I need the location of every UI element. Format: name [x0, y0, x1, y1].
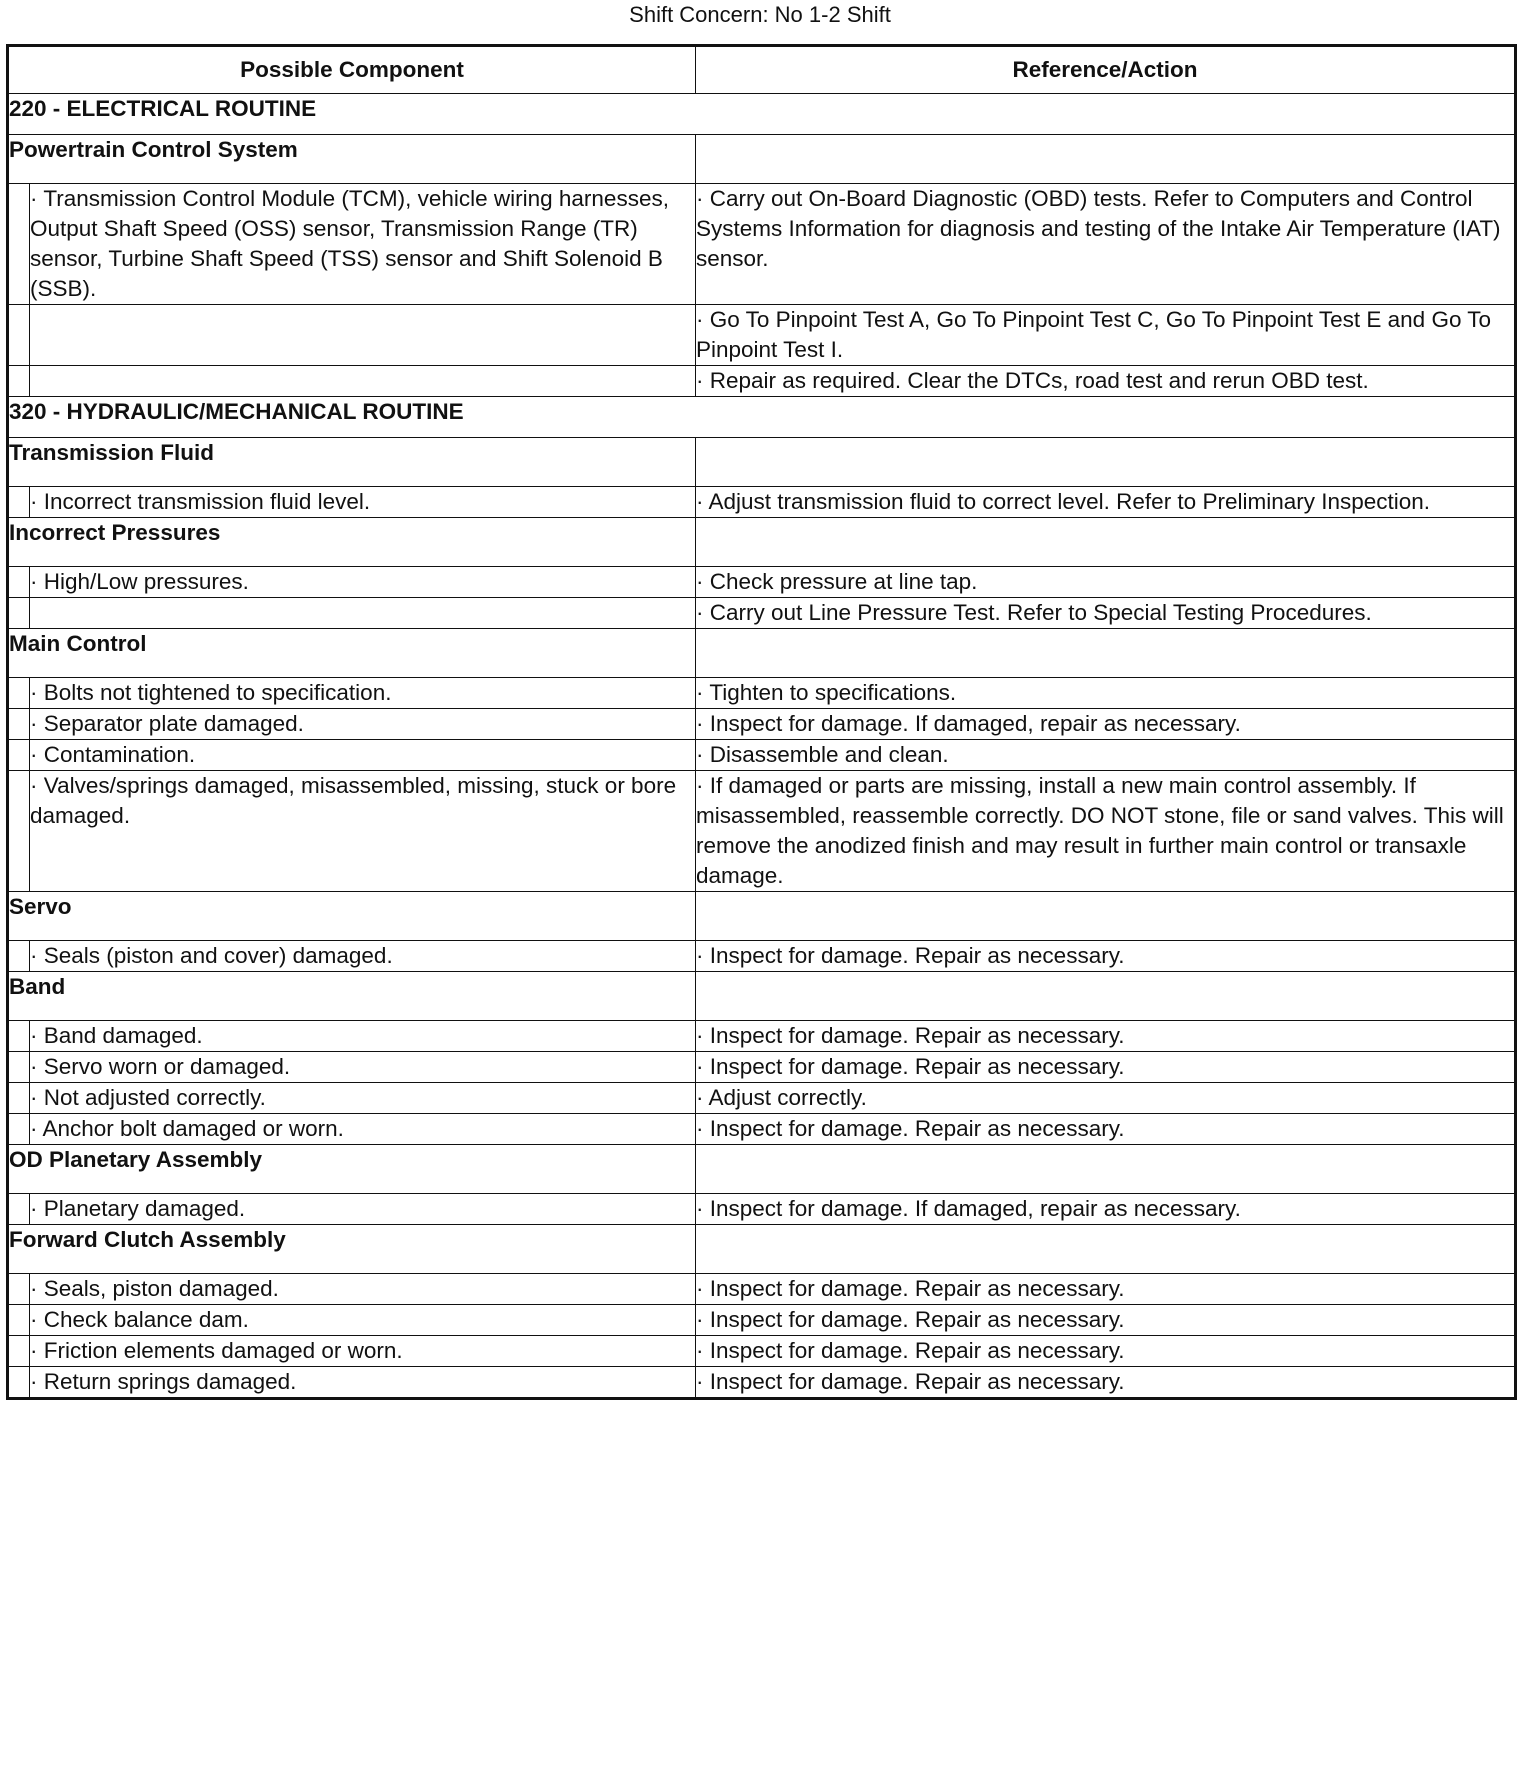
table-row [8, 740, 1516, 771]
possible-component-cell: · Seals (piston and cover) damaged. [30, 941, 696, 972]
diagnosis-table [6, 44, 1517, 1400]
table-row [8, 709, 1516, 740]
table-row [8, 567, 1516, 598]
indent-cell [8, 1336, 30, 1367]
reference-action-cell: · Adjust correctly. [696, 1083, 1516, 1114]
possible-component-cell: · Return springs damaged. [30, 1367, 696, 1399]
reference-action-cell: · Inspect for damage. Repair as necessary. [696, 1274, 1516, 1305]
possible-component-cell: · Incorrect transmission fluid level. [30, 487, 696, 518]
indent-cell [8, 1367, 30, 1399]
reference-action-cell: · Inspect for damage. If damaged, repair as necessary. [696, 709, 1516, 740]
section-row [8, 94, 1516, 135]
header-reference-action: Reference/Action [696, 46, 1516, 94]
page-title: Shift Concern: No 1-2 Shift [629, 2, 891, 27]
reference-action-cell: · Inspect for damage. If damaged, repair as necessary. [696, 1194, 1516, 1225]
table-row [8, 1083, 1516, 1114]
reference-action-cell: · Inspect for damage. Repair as necessary. [696, 1305, 1516, 1336]
possible-component-cell: · Not adjusted correctly. [30, 1083, 696, 1114]
indent-cell [8, 1114, 30, 1145]
group-action-cell [696, 1145, 1516, 1194]
section-heading: 220 - ELECTRICAL ROUTINE [8, 94, 1516, 135]
possible-component-cell: · Anchor bolt damaged or worn. [30, 1114, 696, 1145]
possible-component-cell: · Bolts not tightened to specification. [30, 678, 696, 709]
reference-action-cell: · Inspect for damage. Repair as necessary. [696, 941, 1516, 972]
reference-action-cell: · Disassemble and clean. [696, 740, 1516, 771]
table-body [8, 94, 1516, 1399]
indent-cell [8, 1194, 30, 1225]
table-row [8, 366, 1516, 397]
reference-action-cell: · Carry out On-Board Diagnostic (OBD) tests. Refer to Computers and Control Systems Information for diagnosis and testing of the Intake Air Temperature (IAT) sensor. [696, 184, 1516, 305]
section-heading: 320 - HYDRAULIC/MECHANICAL ROUTINE [8, 397, 1516, 438]
possible-component-cell [30, 366, 696, 397]
possible-component-cell: · Friction elements damaged or worn. [30, 1336, 696, 1367]
table-row [8, 184, 1516, 305]
indent-cell [8, 366, 30, 397]
possible-component-cell: · Servo worn or damaged. [30, 1052, 696, 1083]
table-row [8, 1367, 1516, 1399]
table-row [8, 771, 1516, 892]
group-row [8, 518, 1516, 567]
reference-action-cell: · Inspect for damage. Repair as necessary. [696, 1367, 1516, 1399]
possible-component-cell: · High/Low pressures. [30, 567, 696, 598]
possible-component-cell: · Contamination. [30, 740, 696, 771]
possible-component-cell: · Transmission Control Module (TCM), vehicle wiring harnesses, Output Shaft Speed (OSS) sensor, Transmission Range (TR) sensor, Turbine Shaft Speed (TSS) sensor and Shift Solenoid B (SSB). [30, 184, 696, 305]
group-heading: Incorrect Pressures [8, 518, 696, 567]
group-row [8, 1225, 1516, 1274]
table-row [8, 678, 1516, 709]
group-row [8, 135, 1516, 184]
reference-action-cell: · Tighten to specifications. [696, 678, 1516, 709]
group-row [8, 1145, 1516, 1194]
indent-cell [8, 1274, 30, 1305]
possible-component-cell: · Band damaged. [30, 1021, 696, 1052]
table-row [8, 941, 1516, 972]
indent-cell [8, 1052, 30, 1083]
reference-action-cell: · Inspect for damage. Repair as necessary. [696, 1052, 1516, 1083]
group-heading: Main Control [8, 629, 696, 678]
table-row [8, 1274, 1516, 1305]
indent-cell [8, 740, 30, 771]
group-action-cell [696, 972, 1516, 1021]
reference-action-cell: · Check pressure at line tap. [696, 567, 1516, 598]
table-row [8, 305, 1516, 366]
reference-action-cell: · Adjust transmission fluid to correct level. Refer to Preliminary Inspection. [696, 487, 1516, 518]
table-row [8, 1052, 1516, 1083]
reference-action-cell: · Inspect for damage. Repair as necessary. [696, 1021, 1516, 1052]
group-action-cell [696, 438, 1516, 487]
group-row [8, 892, 1516, 941]
table-row [8, 487, 1516, 518]
group-row [8, 438, 1516, 487]
header-possible-component: Possible Component [8, 46, 696, 94]
possible-component-cell [30, 598, 696, 629]
group-row [8, 629, 1516, 678]
indent-cell [8, 305, 30, 366]
reference-action-cell: · Inspect for damage. Repair as necessary. [696, 1336, 1516, 1367]
group-action-cell [696, 135, 1516, 184]
indent-cell [8, 1305, 30, 1336]
table-row [8, 1305, 1516, 1336]
indent-cell [8, 678, 30, 709]
table-row [8, 1114, 1516, 1145]
reference-action-cell: · Inspect for damage. Repair as necessary. [696, 1114, 1516, 1145]
indent-cell [8, 567, 30, 598]
reference-action-cell: · If damaged or parts are missing, install a new main control assembly. If misassembled, reassemble correctly. DO NOT stone, file or sand valves. This will remove the anodized finish and may result in further main control or transaxle damage. [696, 771, 1516, 892]
possible-component-cell: · Seals, piston damaged. [30, 1274, 696, 1305]
indent-cell [8, 184, 30, 305]
indent-cell [8, 487, 30, 518]
group-heading: Servo [8, 892, 696, 941]
group-action-cell [696, 1225, 1516, 1274]
group-action-cell [696, 629, 1516, 678]
indent-cell [8, 771, 30, 892]
table-row [8, 1194, 1516, 1225]
group-heading: Powertrain Control System [8, 135, 696, 184]
section-row [8, 397, 1516, 438]
indent-cell [8, 709, 30, 740]
group-heading: Forward Clutch Assembly [8, 1225, 696, 1274]
table-row [8, 598, 1516, 629]
possible-component-cell [30, 305, 696, 366]
reference-action-cell: · Carry out Line Pressure Test. Refer to Special Testing Procedures. [696, 598, 1516, 629]
group-row [8, 972, 1516, 1021]
reference-action-cell: · Repair as required. Clear the DTCs, road test and rerun OBD test. [696, 366, 1516, 397]
reference-action-cell: · Go To Pinpoint Test A, Go To Pinpoint Test C, Go To Pinpoint Test E and Go To Pinpoint Test I. [696, 305, 1516, 366]
possible-component-cell: · Planetary damaged. [30, 1194, 696, 1225]
group-action-cell [696, 518, 1516, 567]
indent-cell [8, 941, 30, 972]
table-header-row [8, 46, 1516, 94]
group-heading: OD Planetary Assembly [8, 1145, 696, 1194]
group-heading: Transmission Fluid [8, 438, 696, 487]
group-heading: Band [8, 972, 696, 1021]
possible-component-cell: · Valves/springs damaged, misassembled, missing, stuck or bore damaged. [30, 771, 696, 892]
possible-component-cell: · Separator plate damaged. [30, 709, 696, 740]
possible-component-cell: · Check balance dam. [30, 1305, 696, 1336]
group-action-cell [696, 892, 1516, 941]
indent-cell [8, 1021, 30, 1052]
table-row [8, 1336, 1516, 1367]
table-row [8, 1021, 1516, 1052]
indent-cell [8, 598, 30, 629]
indent-cell [8, 1083, 30, 1114]
